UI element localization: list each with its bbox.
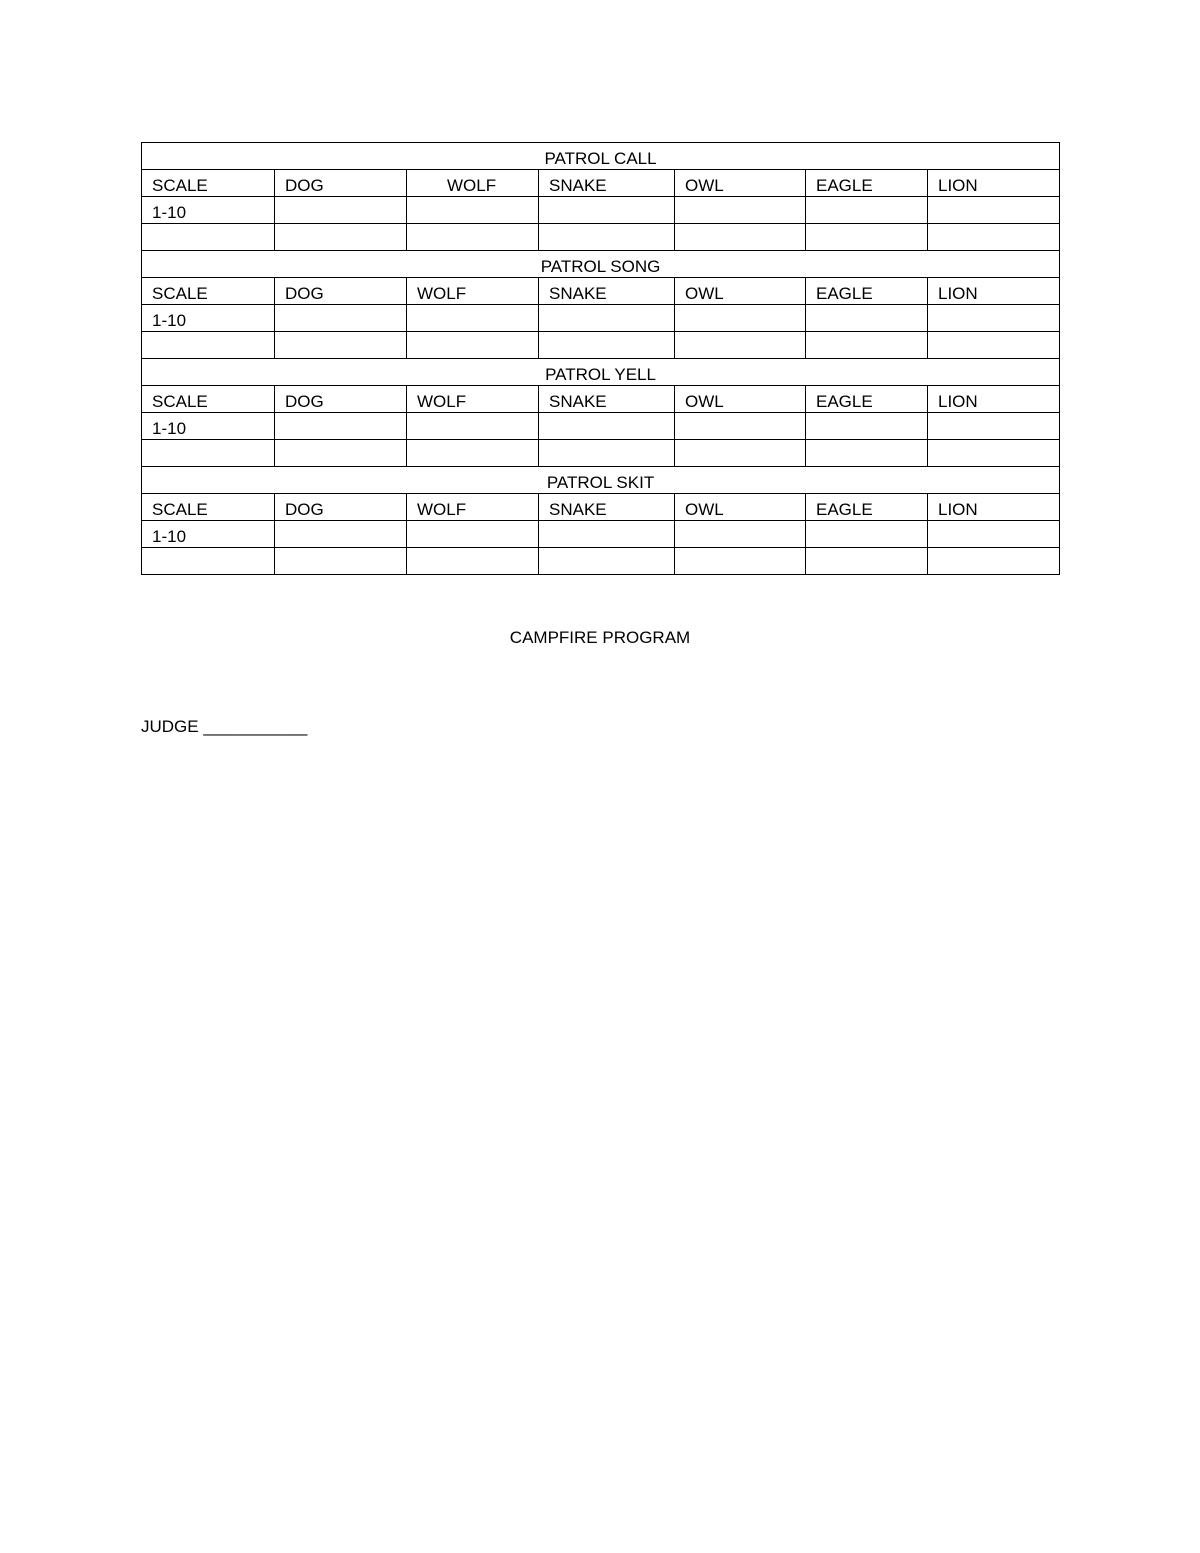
blank-cell	[142, 332, 275, 359]
header-row	[142, 494, 1060, 521]
section-title: PATROL YELL	[142, 359, 1060, 386]
blank-cell	[675, 332, 806, 359]
blank-cell	[142, 548, 275, 575]
blank-cell	[407, 332, 539, 359]
header-wolf: WOLF	[407, 386, 539, 413]
blank-row	[142, 224, 1060, 251]
blank-cell	[675, 224, 806, 251]
section-title-row	[142, 467, 1060, 494]
header-row	[142, 278, 1060, 305]
score-cell-snake	[539, 305, 675, 332]
header-owl: OWL	[675, 278, 806, 305]
score-cell-eagle	[806, 305, 928, 332]
header-wolf: WOLF	[407, 278, 539, 305]
header-row	[142, 386, 1060, 413]
header-lion: LION	[928, 170, 1060, 197]
header-scale: SCALE	[142, 278, 275, 305]
section-title: PATROL SONG	[142, 251, 1060, 278]
blank-cell	[275, 440, 407, 467]
blank-cell	[407, 440, 539, 467]
header-scale: SCALE	[142, 170, 275, 197]
score-row	[142, 197, 1060, 224]
blank-cell	[539, 440, 675, 467]
header-eagle: EAGLE	[806, 278, 928, 305]
score-row	[142, 305, 1060, 332]
blank-row	[142, 548, 1060, 575]
header-snake: SNAKE	[539, 386, 675, 413]
scale-value: 1-10	[142, 305, 275, 332]
header-eagle: EAGLE	[806, 170, 928, 197]
score-cell-owl	[675, 197, 806, 224]
blank-row	[142, 332, 1060, 359]
header-dog: DOG	[275, 170, 407, 197]
score-cell-dog	[275, 413, 407, 440]
score-cell-eagle	[806, 413, 928, 440]
blank-row	[142, 440, 1060, 467]
header-lion: LION	[928, 386, 1060, 413]
program-title: CAMPFIRE PROGRAM	[509, 628, 691, 647]
score-cell-wolf	[407, 521, 539, 548]
header-owl: OWL	[675, 494, 806, 521]
section-title-row	[142, 143, 1060, 170]
score-cell-owl	[675, 413, 806, 440]
score-cell-wolf	[407, 413, 539, 440]
section-title-row	[142, 251, 1060, 278]
blank-cell	[806, 224, 928, 251]
blank-cell	[675, 440, 806, 467]
header-eagle: EAGLE	[806, 386, 928, 413]
blank-cell	[142, 224, 275, 251]
blank-cell	[806, 440, 928, 467]
blank-cell	[539, 224, 675, 251]
blank-cell	[275, 332, 407, 359]
header-row	[142, 170, 1060, 197]
blank-cell	[928, 548, 1060, 575]
header-wolf: WOLF	[407, 170, 539, 197]
header-owl: OWL	[675, 386, 806, 413]
scale-value: 1-10	[142, 521, 275, 548]
blank-cell	[275, 224, 407, 251]
blank-cell	[806, 332, 928, 359]
score-cell-eagle	[806, 521, 928, 548]
header-lion: LION	[928, 278, 1060, 305]
blank-cell	[928, 332, 1060, 359]
score-cell-lion	[928, 197, 1060, 224]
blank-cell	[675, 548, 806, 575]
section-title: PATROL SKIT	[142, 467, 1060, 494]
score-cell-owl	[675, 305, 806, 332]
header-wolf: WOLF	[407, 494, 539, 521]
score-row	[142, 413, 1060, 440]
score-cell-lion	[928, 413, 1060, 440]
score-cell-eagle	[806, 197, 928, 224]
header-scale: SCALE	[142, 494, 275, 521]
header-lion: LION	[928, 494, 1060, 521]
score-cell-dog	[275, 197, 407, 224]
blank-cell	[539, 548, 675, 575]
score-cell-lion	[928, 521, 1060, 548]
blank-cell	[806, 548, 928, 575]
score-table	[141, 142, 1060, 575]
header-dog: DOG	[275, 278, 407, 305]
blank-cell	[142, 440, 275, 467]
scale-value: 1-10	[142, 197, 275, 224]
header-snake: SNAKE	[539, 170, 675, 197]
header-dog: DOG	[275, 494, 407, 521]
blank-cell	[539, 332, 675, 359]
score-cell-snake	[539, 413, 675, 440]
blank-cell	[928, 224, 1060, 251]
score-cell-wolf	[407, 197, 539, 224]
blank-cell	[928, 440, 1060, 467]
header-dog: DOG	[275, 386, 407, 413]
header-snake: SNAKE	[539, 494, 675, 521]
header-owl: OWL	[675, 170, 806, 197]
score-cell-dog	[275, 521, 407, 548]
section-title-row	[142, 359, 1060, 386]
section-title: PATROL CALL	[142, 143, 1060, 170]
judge-signature-line: JUDGE ___________	[141, 717, 308, 736]
score-cell-lion	[928, 305, 1060, 332]
blank-cell	[275, 548, 407, 575]
score-cell-wolf	[407, 305, 539, 332]
blank-cell	[407, 224, 539, 251]
header-scale: SCALE	[142, 386, 275, 413]
score-cell-snake	[539, 197, 675, 224]
score-row	[142, 521, 1060, 548]
score-cell-owl	[675, 521, 806, 548]
header-eagle: EAGLE	[806, 494, 928, 521]
score-cell-snake	[539, 521, 675, 548]
blank-cell	[407, 548, 539, 575]
score-cell-dog	[275, 305, 407, 332]
scale-value: 1-10	[142, 413, 275, 440]
header-snake: SNAKE	[539, 278, 675, 305]
